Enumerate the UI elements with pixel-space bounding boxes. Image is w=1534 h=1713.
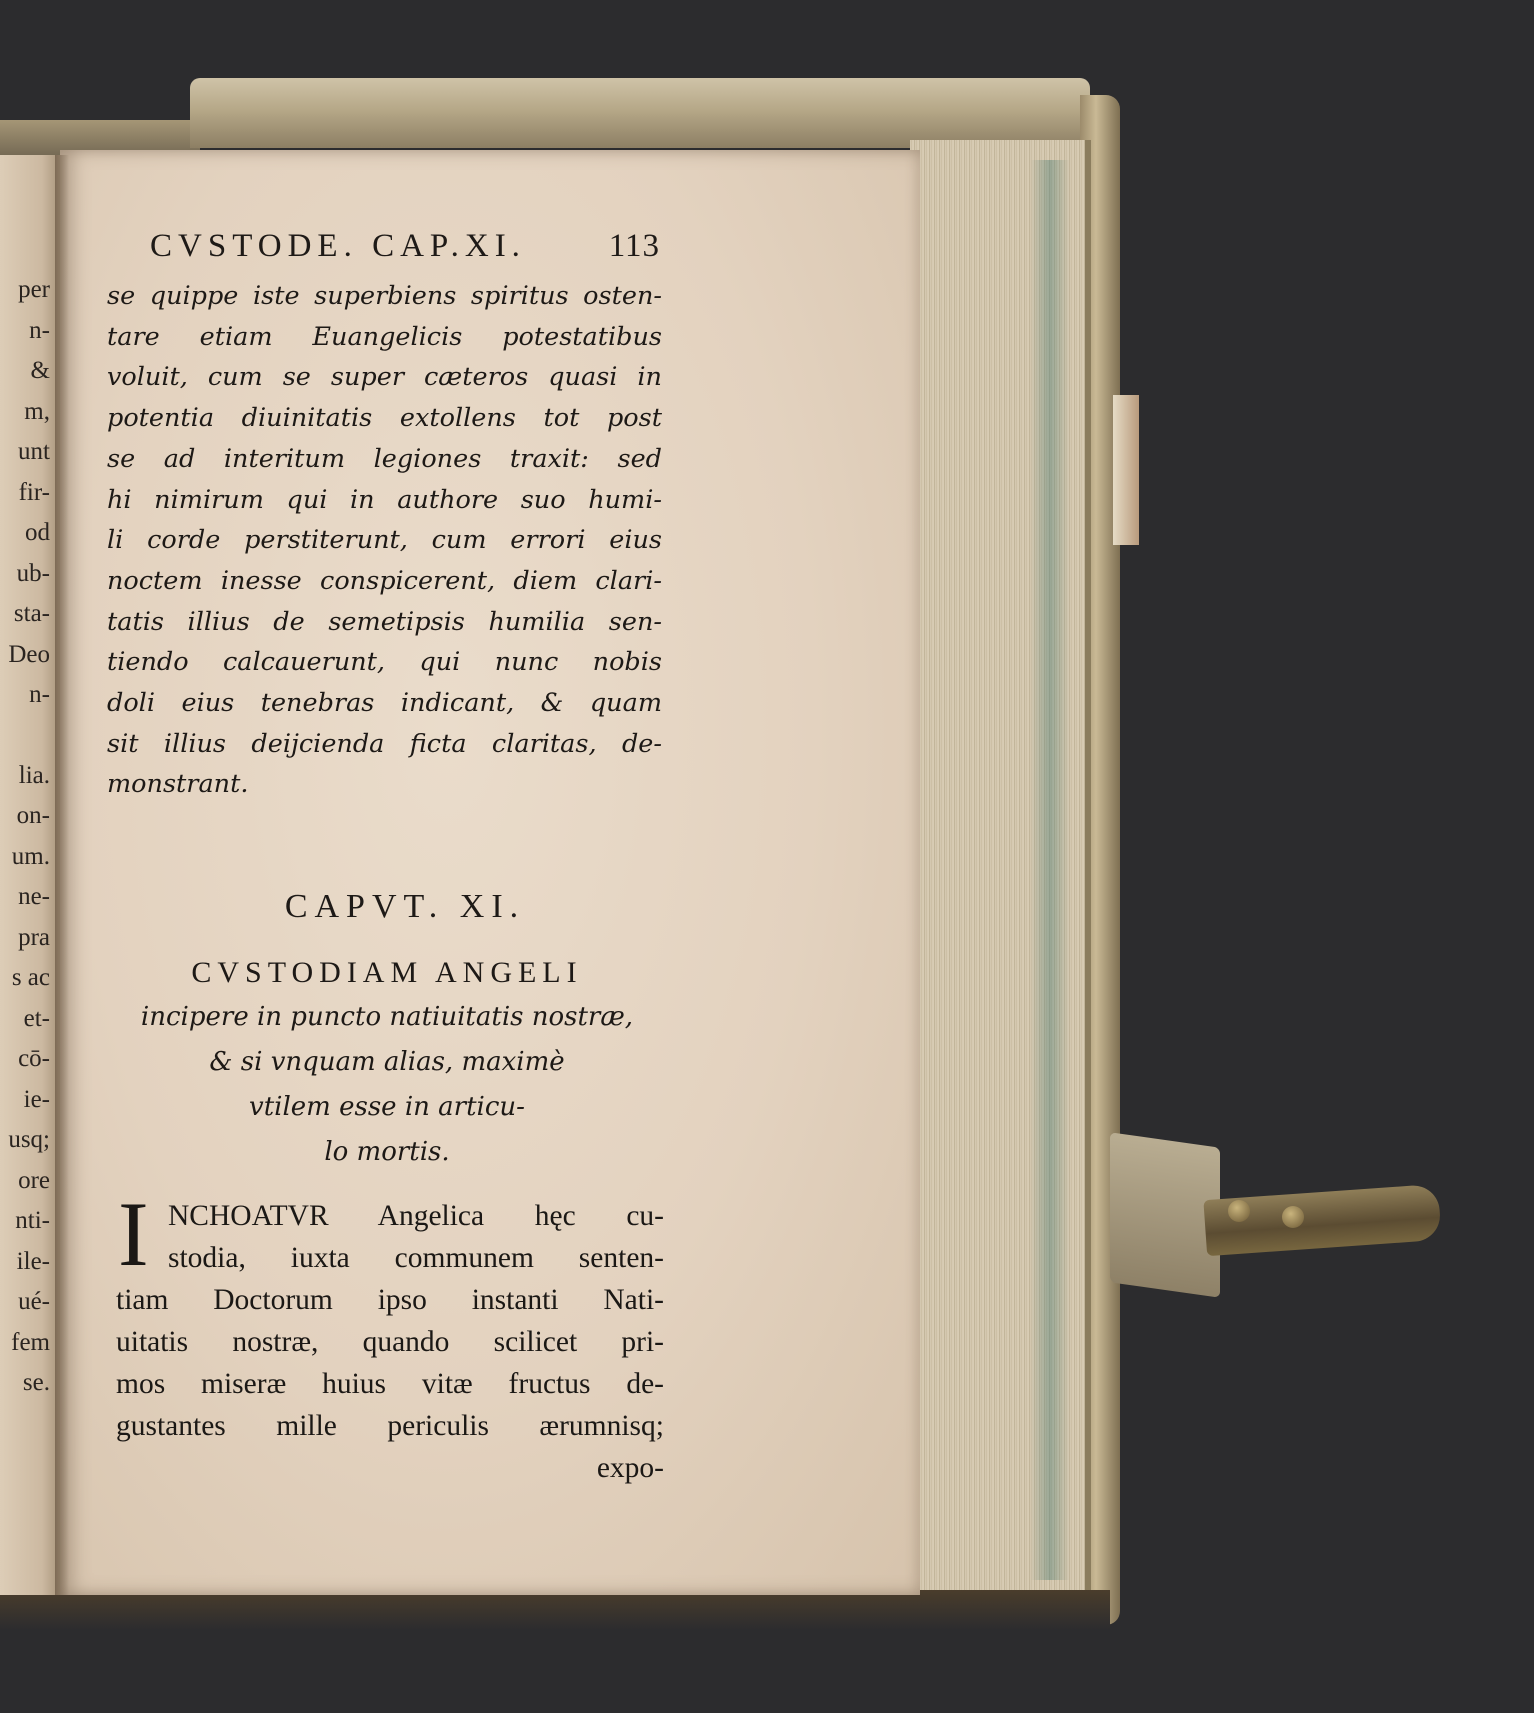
page-gutter	[55, 155, 69, 1595]
text-line: stodia, iuxta communem senten-	[168, 1242, 664, 1274]
left-page-fragment: ne-	[18, 883, 50, 910]
left-page-fragment: &	[30, 357, 50, 384]
text-line: mos miseræ huius vitæ fructus de-	[116, 1368, 664, 1400]
clasp-rivet	[1282, 1206, 1304, 1228]
left-page-text-fragments	[0, 270, 50, 1404]
left-page-fragment: ile-	[16, 1247, 50, 1275]
opening-paragraph	[116, 1195, 664, 1489]
left-page-fragment: fir-	[18, 478, 50, 506]
left-page-fragment: n-	[29, 316, 50, 344]
left-page-fragment: sta-	[13, 600, 50, 627]
summary-line: lo mortis.	[324, 1137, 450, 1167]
left-page-fragment: unt	[18, 438, 50, 465]
left-page-fragment: pra	[18, 923, 50, 951]
book-headband	[190, 78, 1090, 148]
left-page-fragment: s ac	[11, 964, 50, 991]
catchword: expo-	[596, 1452, 664, 1484]
text-line: uitatis nostræ, quando scilicet pri-	[116, 1326, 664, 1358]
left-page-fragment: on-	[16, 802, 50, 829]
running-head	[150, 228, 660, 265]
chapter-heading: CAPVT. XI.	[284, 888, 526, 925]
left-page-fragment: ie-	[23, 1085, 50, 1113]
text-line: noctem inesse conspicerent, diem clari-	[107, 565, 662, 596]
left-page-fragment: um.	[11, 842, 50, 870]
drop-cap: I	[118, 1183, 149, 1285]
page-fore-edge	[910, 140, 1091, 1600]
chapter-summary	[107, 950, 667, 1175]
left-page-fragment	[0, 716, 50, 756]
summary-lines	[107, 995, 667, 1175]
left-page-fragment: Deo	[8, 640, 50, 668]
running-head-title: CVSTODE. CAP.XI.	[150, 228, 526, 264]
text-line: se quippe iste superbiens spiritus osten-	[107, 281, 662, 311]
left-page-fragment: n-	[29, 681, 50, 708]
bottom-board	[0, 1590, 1110, 1630]
summary-line: & si vnquam alias, maximè	[209, 1047, 565, 1077]
page-number: 113	[608, 228, 660, 264]
text-line: NCHOATVR Angelica hęc cu-	[168, 1200, 664, 1232]
left-page-fragment: per	[18, 276, 50, 303]
left-page-fragment: m,	[24, 397, 50, 425]
summary-line: incipere in puncto natiuitatis nostræ,	[140, 1002, 634, 1032]
left-page-fragment: et-	[23, 1004, 50, 1032]
left-page-fragment: ub-	[16, 559, 50, 587]
text-line: potentia diuinitatis extollens tot post	[107, 403, 662, 434]
text-line: doli eius tenebras indicant, & quam	[107, 688, 662, 719]
left-page-fragment: nti-	[15, 1207, 50, 1234]
clasp-rivet	[1228, 1200, 1250, 1222]
left-page-fragment: od	[25, 519, 50, 546]
text-line: tiendo calcauerunt, qui nunc nobis	[107, 647, 662, 678]
left-page-fragment: ore	[18, 1166, 50, 1194]
left-page-fragment: usq;	[8, 1126, 50, 1153]
summary-caps: CVSTODIAM ANGELI	[191, 956, 583, 989]
text-line: voluit, cum se super cæteros quasi in	[107, 362, 662, 393]
summary-line: vtilem esse in articu-	[249, 1092, 525, 1122]
body-text	[107, 276, 662, 805]
text-line: hi nimirum qui in authore suo humi-	[107, 484, 662, 515]
text-line: tiam Doctorum ipso instanti Nati-	[116, 1284, 664, 1316]
left-page-fragment: se.	[22, 1369, 50, 1396]
left-page-fragment: fem	[11, 1328, 50, 1356]
text-line: tare etiam Euangelicis potestatibus	[107, 321, 662, 352]
text-line: sit illius deijcienda ficta claritas, de-	[107, 728, 662, 759]
text-line: gustantes mille periculis ærumnisq;	[116, 1410, 664, 1442]
text-line: se ad interitum legiones traxit: sed	[107, 443, 662, 474]
text-line: monstrant.	[107, 769, 249, 800]
text-line: tatis illius de semetipsis humilia sen-	[107, 606, 662, 637]
left-page-fragment: ué-	[18, 1288, 50, 1315]
text-line: li corde perstiterunt, cum errori eius	[107, 525, 662, 556]
left-page-fragment: lia.	[18, 761, 50, 789]
left-page-fragment: cō-	[18, 1045, 50, 1072]
page-tab-marker	[1113, 395, 1139, 545]
